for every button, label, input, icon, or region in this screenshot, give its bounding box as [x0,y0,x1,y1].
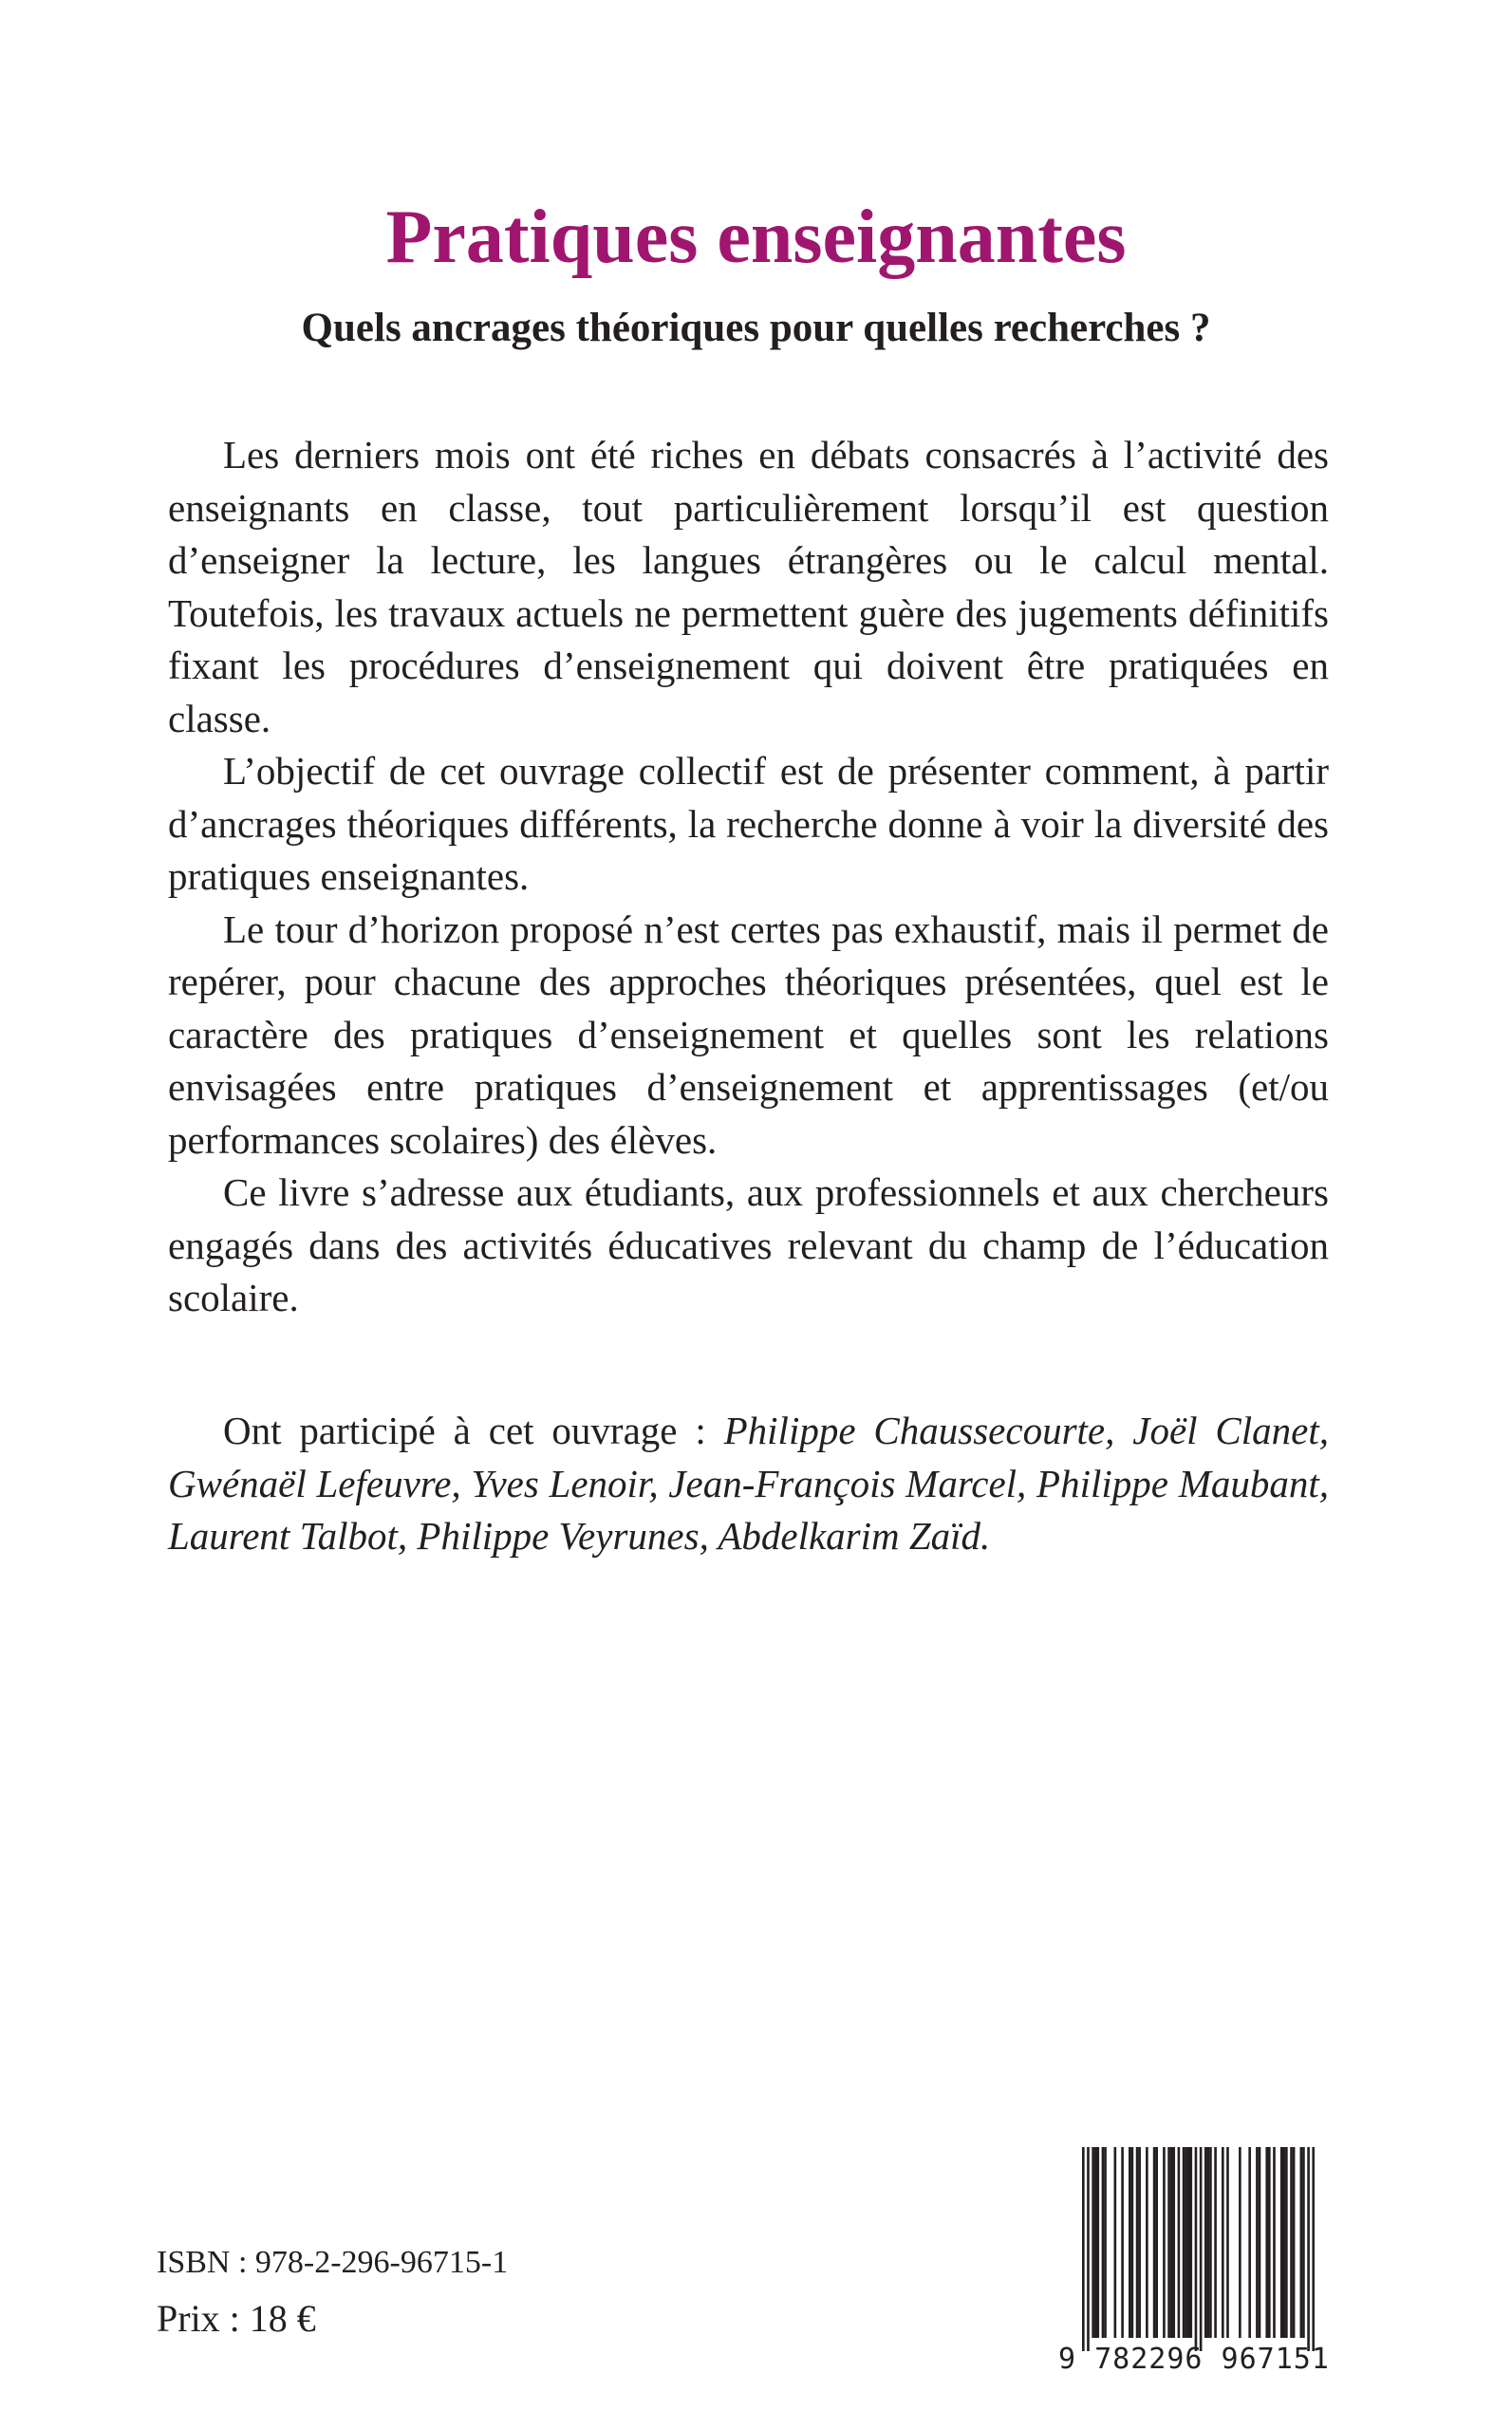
barcode-bar [1273,2147,1276,2338]
barcode-bar [1096,2147,1099,2338]
barcode-bar [1104,2147,1107,2338]
barcode-bar [1131,2147,1134,2338]
blurb-paragraph-4: Ce livre s’adresse aux étudiants, aux professionnels et aux chercheurs engagés dans des activités éducatives relevant du champ de l’éducation scolaire. [168,1170,1329,1319]
barcode-bar [1136,2147,1139,2338]
barcode-bar [1209,2147,1212,2338]
barcode-bar [1183,2147,1185,2338]
barcode-bar [1094,2147,1097,2338]
barcode-bar [1153,2147,1156,2338]
barcode-bar [1280,2147,1283,2338]
barcode-bar [1285,2147,1288,2338]
contributors-names: Philippe Chaussecourte, Joël Clanet, Gwénaël Lefeuvre, Yves Lenoir, Jean-François Marcel, Philippe Maubant, Laurent Talbot, Philippe Veyrunes, Abdelkarim Zaïd. [168,1409,1329,1558]
barcode-bar [1207,2147,1210,2338]
barcode-bar [1239,2147,1241,2338]
barcode-bar [1114,2147,1117,2338]
barcode-bar [1102,2147,1105,2338]
barcode-bar [1282,2147,1285,2338]
barcode-bar [1312,2147,1315,2351]
barcode-bar [1172,2147,1175,2338]
barcode-bar [1204,2147,1207,2338]
barcode-bar [1087,2147,1090,2351]
barcode-bar [1155,2147,1158,2338]
barcode-bar [1248,2147,1251,2338]
barcode-bar [1214,2147,1217,2338]
isbn: ISBN : 978-2-296-96715-1 [157,2245,509,2280]
barcode-bar [1185,2147,1187,2338]
blurb-paragraph-3: Le tour d’horizon proposé n’est certes pas exhaustif, mais il permet de repérer, pour chacune des approches théoriques présentées, quel est le caractère des pratiques d’enseignement et quelles sont les relations envisagées entre pratiques d’enseignement et apprentissages (et/ou performances scolaires) des élèves. [168,906,1329,1162]
blurb-paragraph-1: Les derniers mois ont été riches en débats consacrés à l’activité des enseignants en classe, tout particulièrement lorsqu’il est question d’enseigner la lecture, les langues étrangères ou le calcul mental. Toutefois, les travaux actuels ne permettent guère des jugements définitifs fixant les procédures d’enseignement qui doivent être pratiquées en classe. [168,433,1329,740]
blurb [168,429,1329,1325]
barcode-bar [1178,2147,1181,2338]
book-subtitle: Quels ancrages théoriques pour quelles recherches ? [301,306,1211,350]
barcode-bar [1226,2147,1229,2338]
blurb-paragraph-2: L’objectif de cet ouvrage collectif est de présenter comment, à partir d’ancrages théoriques différents, la recherche donne à voir la diversité des pratiques enseignantes. [168,749,1329,898]
book-title: Pratiques enseignantes [385,196,1127,279]
barcode-bar [1200,2147,1203,2351]
barcode-bar [1300,2147,1303,2338]
barcode-bar [1293,2147,1296,2338]
barcode-bar [1290,2147,1293,2338]
contributors [168,1405,1329,1563]
barcode-bar [1259,2147,1261,2338]
barcode-bar [1187,2147,1190,2338]
barcode-bar [1302,2147,1305,2338]
price: Prix : 18 € [157,2297,316,2340]
barcode-bar [1268,2147,1271,2338]
barcode-bar [1138,2147,1141,2338]
barcode-bar [1307,2147,1310,2351]
barcode-image [1082,2147,1315,2351]
barcode-bar [1222,2147,1224,2338]
barcode-bar [1170,2147,1173,2338]
barcode-bar [1082,2147,1085,2351]
barcode-bar [1189,2147,1192,2338]
barcode-bar [1121,2147,1124,2338]
barcode-bar [1146,2147,1148,2338]
barcode-bar [1167,2147,1170,2338]
contributors-intro: Ont participé à cet ouvrage : [223,1409,724,1452]
barcode-bar [1092,2147,1094,2338]
barcode-bar [1195,2147,1198,2351]
barcode-bar [1265,2147,1268,2338]
barcode-bar [1129,2147,1131,2338]
barcode-bar [1163,2147,1166,2338]
barcode-digits: 9 782296 967151 [1058,2343,1330,2376]
barcode-bar [1256,2147,1259,2338]
